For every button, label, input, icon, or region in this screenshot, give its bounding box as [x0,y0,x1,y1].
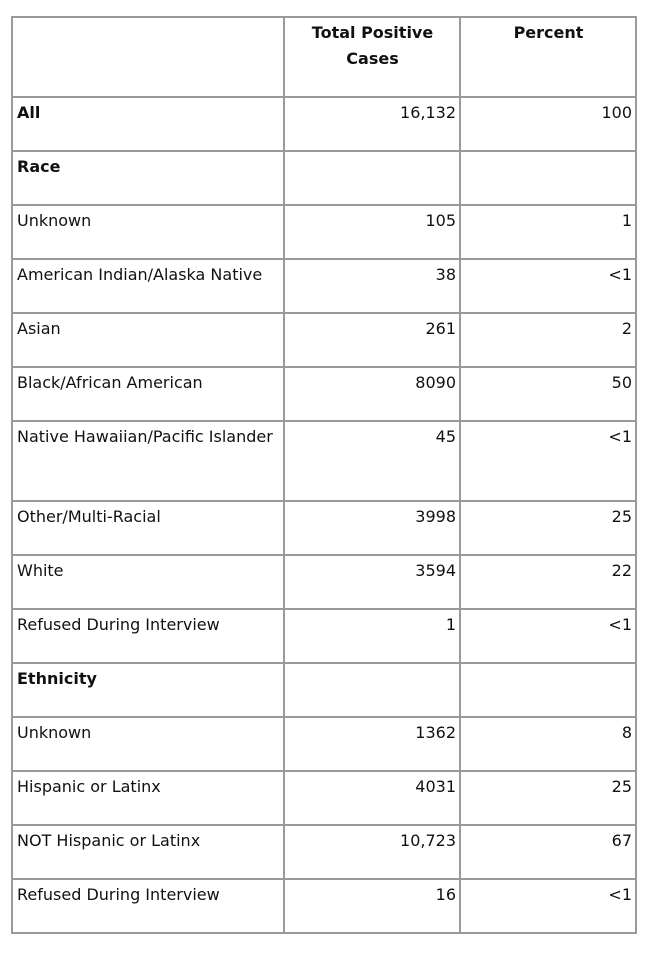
row-label: American Indian/Alaska Native [12,259,284,313]
table-row [12,771,636,825]
total-cell: 45 [284,421,460,501]
row-label: Black/African American [12,367,284,421]
header-cell-total-positive-cases: Total Positive Cases [284,17,460,97]
section-label: Race [12,151,284,205]
total-cell: 105 [284,205,460,259]
section-label: Ethnicity [12,663,284,717]
total-cell: 261 [284,313,460,367]
table-row [12,501,636,555]
section-row [12,663,636,717]
table-row [12,825,636,879]
table-row [12,313,636,367]
table-row [12,609,636,663]
header-cell-percent: Percent [460,17,636,97]
percent-cell: 22 [460,555,636,609]
percent-cell: 50 [460,367,636,421]
table-row [12,97,636,151]
total-cell: 3998 [284,501,460,555]
row-label: NOT Hispanic or Latinx [12,825,284,879]
percent-cell [460,663,636,717]
row-label: Native Hawaiian/Pacific Islander [12,421,284,501]
total-cell: 16 [284,879,460,933]
percent-cell: 25 [460,771,636,825]
row-label: Hispanic or Latinx [12,771,284,825]
table-row [12,879,636,933]
percent-cell: 100 [460,97,636,151]
section-row [12,151,636,205]
total-cell: 4031 [284,771,460,825]
row-label: Refused During Interview [12,879,284,933]
table-row [12,259,636,313]
header-cell-blank [12,17,284,97]
percent-cell: <1 [460,421,636,501]
percent-cell: 1 [460,205,636,259]
total-cell: 1362 [284,717,460,771]
percent-cell [460,151,636,205]
positive-cases-table [11,16,637,934]
total-cell: 1 [284,609,460,663]
percent-cell: <1 [460,609,636,663]
total-cell [284,663,460,717]
row-label: White [12,555,284,609]
percent-cell: 2 [460,313,636,367]
total-cell: 3594 [284,555,460,609]
row-label: Refused During Interview [12,609,284,663]
table-row [12,555,636,609]
total-cell: 10,723 [284,825,460,879]
percent-cell: 25 [460,501,636,555]
percent-cell: <1 [460,259,636,313]
row-label: Unknown [12,205,284,259]
table-row [12,717,636,771]
percent-cell: <1 [460,879,636,933]
percent-cell: 67 [460,825,636,879]
row-label: Unknown [12,717,284,771]
total-cell: 8090 [284,367,460,421]
row-label: Other/Multi-Racial [12,501,284,555]
percent-cell: 8 [460,717,636,771]
row-label: Asian [12,313,284,367]
header-row [12,17,636,97]
total-cell [284,151,460,205]
total-cell: 16,132 [284,97,460,151]
table-row [12,205,636,259]
row-label: All [12,97,284,151]
total-cell: 38 [284,259,460,313]
table-row [12,367,636,421]
table-row [12,421,636,501]
